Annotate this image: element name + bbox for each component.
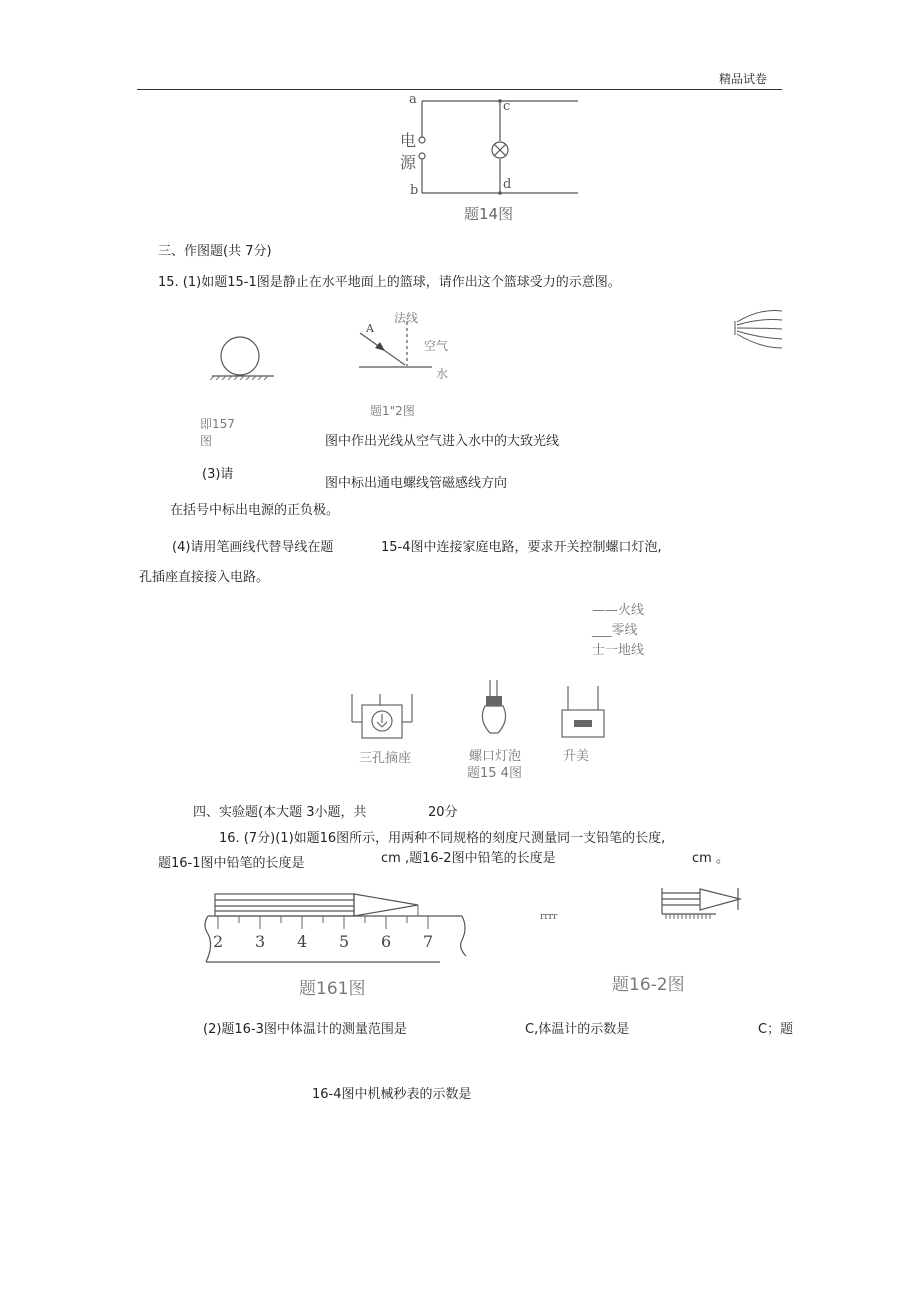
power-label-2: 源 xyxy=(400,153,417,172)
q16-part1b: 题16-1图中铅笔的长度是 xyxy=(158,856,305,871)
q15-part4a: (4)请用笔画线代替导线在题 xyxy=(172,540,334,555)
node-c: c xyxy=(503,99,511,114)
fig151-caption-1: 即157 xyxy=(200,417,235,431)
node-b: b xyxy=(410,183,419,198)
fig14-caption: 题14图 xyxy=(464,205,514,223)
power-label-1: 电 xyxy=(400,131,417,150)
q16-part1c: cm ,题16-2图中铅笔的长度是 xyxy=(381,851,556,866)
live-wire-label: ——火线 xyxy=(592,603,645,618)
socket-label: 三孔摘座 xyxy=(359,751,412,766)
fig154-caption: 题15 4图 xyxy=(467,766,522,781)
q15-part2: 图中作出光线从空气进入水中的大致光线 xyxy=(325,434,560,449)
water-label: 水 xyxy=(436,367,449,381)
normal-label: 法线 xyxy=(394,311,419,325)
q15-part4c: 孔插座直接接入电路。 xyxy=(139,570,270,585)
q15-part3a: (3)请 xyxy=(202,467,234,482)
ruler-tick-7: 7 xyxy=(423,932,434,951)
ruler-tick-2: 2 xyxy=(213,932,224,951)
q16-part1a: 16. (7分)(1)如题16图所示，用两种不同规格的刻度尺测量同一支铅笔的长度, xyxy=(219,831,666,846)
fig162-mark: rrrr xyxy=(540,912,558,922)
q16-part1d: cm 。 xyxy=(692,851,729,866)
fig151-caption-2: 图 xyxy=(200,434,213,448)
air-label: 空气 xyxy=(424,339,449,353)
switch-label: 升美 xyxy=(563,749,590,764)
q15-part1: 15. (1)如题15-1图是静止在水平地面上的篮球，请作出这个篮球受力的示意图。 xyxy=(158,275,621,290)
ruler-tick-3: 3 xyxy=(255,932,266,951)
neutral-wire-label: ___零线 xyxy=(592,623,638,638)
section4-title: 四、实验题(本大题 3小题，共 xyxy=(193,805,367,820)
q15-part3b: 图中标出通电螺线管磁感线方向 xyxy=(325,476,508,491)
q15-part4b: 15-4图中连接家庭电路，要求开关控制螺口灯泡, xyxy=(381,540,662,555)
fig152-caption: 题1"2图 xyxy=(370,404,415,418)
fig161-caption: 题161图 xyxy=(299,979,366,999)
fig162-caption: 题16-2图 xyxy=(612,975,685,995)
q16-part2d: 16-4图中机械秒表的示数是 xyxy=(312,1087,472,1102)
section3-title: 三、作图题(共 7分) xyxy=(158,244,272,259)
ruler-tick-5: 5 xyxy=(339,932,350,951)
section4-score: 20分 xyxy=(428,805,458,820)
ruler-tick-4: 4 xyxy=(297,932,308,951)
node-a: a xyxy=(409,92,417,107)
ground-wire-label: 士一地线 xyxy=(592,643,645,658)
q16-part2c: C；题 xyxy=(758,1022,794,1037)
q16-part2b: C,体温计的示数是 xyxy=(525,1022,630,1037)
ray-a-label: A xyxy=(366,322,374,335)
ruler-tick-6: 6 xyxy=(381,932,392,951)
q16-part2a: (2)题16-3图中体温计的测量范围是 xyxy=(203,1022,407,1037)
q15-part3c: 在括号中标出电源的正负极。 xyxy=(170,503,340,518)
node-d: d xyxy=(503,177,512,192)
bulb-label: 螺口灯泡 xyxy=(469,749,522,764)
header-label: 精品试卷 xyxy=(719,72,768,86)
